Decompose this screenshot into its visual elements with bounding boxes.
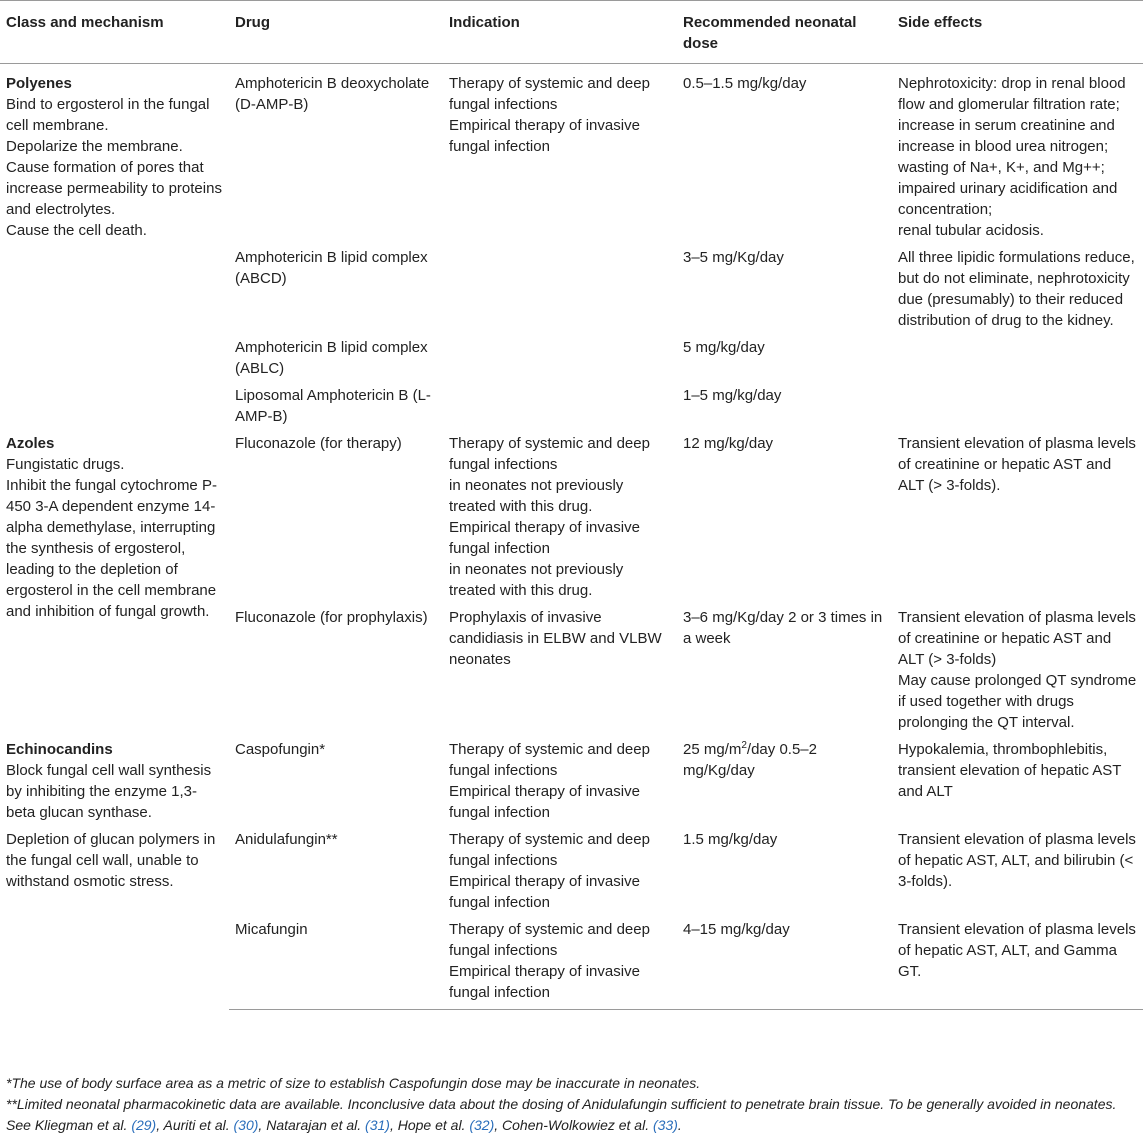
indication-cell [443,739,677,829]
class-name: Echinocandins [6,741,113,758]
mechanism-line: Depletion of glucan polymers in the fungal cell wall, unable to withstand osmotic stress. [6,831,216,890]
drug-cell: Fluconazole (for prophylaxis) [235,609,428,626]
side-effect-line: impaired urinary acidification and concentration; [898,180,1118,218]
indication-line: in neonates not previously treated with this drug. [449,561,624,599]
dose-cell: 0.5–1.5 mg/kg/day [683,75,807,92]
indication-line: Therapy of systemic and deep fungal infections [449,921,650,959]
indication-line: Empirical therapy of invasive fungal infection [449,117,640,155]
mechanism-line: Cause the cell death. [6,222,147,239]
dose-cell: 1–5 mg/kg/day [683,387,782,404]
dose-cell [677,739,892,829]
table-row [0,433,1143,607]
indication-line: Empirical therapy of invasive fungal infection [449,519,640,557]
table-row [0,739,1143,829]
class-name: Polyenes [6,75,72,92]
reference-link[interactable]: (33) [652,1117,678,1133]
class-mechanism-azoles [0,433,229,739]
side-effects-cell [892,385,1143,433]
side-effects-cell: Transient elevation of plasma levels of hepatic AST, ALT, and bilirubin (< 3-folds). [898,831,1136,890]
side-effects-cell [892,337,1143,385]
dose-text: 25 mg/m [683,741,742,758]
class-name: Azoles [6,435,55,452]
side-effect-line: Transient elevation of plasma levels of creatinine or hepatic AST and ALT (> 3-folds) [898,609,1136,668]
ref-author: Auriti et al. [163,1117,230,1133]
side-effects-cell [892,607,1143,739]
side-effect-line: renal tubular acidosis. [898,222,1044,239]
mechanism-line: Fungistatic drugs. [6,456,125,473]
side-effect-line: May cause prolonged QT syndrome if used together with drugs prolonging the QT interval. [898,672,1137,731]
indication-line: Empirical therapy of invasive fungal infection [449,963,640,1001]
indication-cell [443,337,677,385]
side-effect-line: Nephrotoxicity: drop in renal blood flow and glomerular filtration rate; [898,75,1126,113]
indication-line: Therapy of systemic and deep fungal infections [449,741,650,779]
reference-link[interactable]: (31) [365,1117,390,1133]
side-effects-cell: Hypokalemia, thrombophlebitis, transient elevation of hepatic AST and ALT [898,741,1122,800]
mechanism-line: Bind to ergosterol in the fungal cell membrane. [6,96,210,134]
side-effects-cell [892,64,1143,248]
header-class: Class and mechanism [0,1,229,64]
dose-text: /day 0.5–2 mg/Kg/day [683,741,817,779]
footnote-caspofungin: *The use of body surface area as a metric of size to establish Caspofungin dose may be inaccurate in neonates. [6,1075,701,1091]
mechanism-line: Inhibit the fungal cytochrome P-450 3-A dependent enzyme 14-alpha demethylase, interrupting the synthesis of ergosterol, leading to the depletion of ergosterol in the cell membrane and inhibition of fungal growth. [6,477,217,620]
indication-cell [443,385,677,433]
indication-line: Empirical therapy of invasive fungal infection [449,873,640,911]
drug-cell: Caspofungin* [235,741,326,758]
side-effect-line: increase in serum creatinine and increase in blood urea nitrogen; [898,117,1115,155]
drug-cell: Amphotericin B lipid complex (ABLC) [235,339,428,377]
header-row [0,1,1143,64]
dose-cell: 5 mg/kg/day [683,339,765,356]
drug-cell: Micafungin [229,919,443,1010]
footnote-references: See Kliegman et al. (29), Auriti et al. (30), Natarajan et al. (31), Hope et al. (32), Cohen-Wolkowiez et al. (33). [6,1117,682,1133]
indication-cell [443,919,677,1010]
mechanism-line: Cause formation of pores that increase permeability to proteins and electrolytes. [6,159,222,218]
table-row [0,64,1143,248]
reference-link[interactable]: (32) [469,1117,495,1133]
ref-author: Kliegman et al. [34,1117,128,1133]
dose-cell: 1.5 mg/kg/day [683,831,778,848]
ref-author: Cohen-Wolkowiez et al. [502,1117,650,1133]
dose-cell: 3–5 mg/Kg/day [683,249,784,266]
dose-cell: 12 mg/kg/day [683,435,774,452]
indication-line: Therapy of systemic and deep fungal infections [449,435,650,473]
indication-cell [443,64,677,248]
header-side-effects: Side effects [892,1,1143,64]
indication-cell [443,247,677,337]
drug-cell: Liposomal Amphotericin B (L-AMP-B) [235,387,431,425]
indication-line: Therapy of systemic and deep fungal infections [449,75,650,113]
drug-cell: Anidulafungin** [235,831,338,848]
ref-author: Natarajan et al. [266,1117,362,1133]
header-indication: Indication [443,1,677,64]
class-mechanism-polyenes [0,64,229,434]
indication-line: in neonates not previously treated with this drug. [449,477,624,515]
header-drug: Drug [229,1,443,64]
dose-cell: 3–6 mg/Kg/day 2 or 3 times in a week [683,609,883,647]
dose-superscript: 2 [741,740,747,751]
drug-cell: Amphotericin B lipid complex (ABCD) [235,249,428,287]
drug-cell: Fluconazole (for therapy) [235,435,402,452]
drug-cell: Amphotericin B deoxycholate (D-AMP-B) [235,75,430,113]
reference-link[interactable]: (30) [233,1117,259,1133]
side-effects-cell: Transient elevation of plasma levels of creatinine or hepatic AST and ALT (> 3-folds). [898,435,1136,494]
indication-line: Therapy of systemic and deep fungal infections [449,831,650,869]
side-effect-line: wasting of Na+, K+, and Mg++; [898,159,1105,176]
indication-line: Empirical therapy of invasive fungal infection [449,783,640,821]
class-mechanism-echinocandins [0,739,229,1010]
indication-cell [443,433,677,607]
mechanism-line: Depolarize the membrane. [6,138,183,155]
indication-cell: Prophylaxis of invasive candidiasis in ELBW and VLBW neonates [449,609,662,668]
mechanism-line: Block fungal cell wall synthesis by inhibiting the enzyme 1,3-beta glucan synthase. [6,762,212,821]
side-effects-cell: All three lipidic formulations reduce, but do not eliminate, nephrotoxicity due (presumably) to their reduced distribution of drug to the kidney. [898,249,1135,329]
ref-author: Hope et al. [397,1117,466,1133]
see-prefix: See [6,1117,35,1133]
reference-link[interactable]: (29) [131,1117,157,1133]
indication-cell [443,829,677,919]
footnote-anidulafungin: **Limited neonatal pharmacokinetic data are available. Inconclusive data about the dosing of Anidulafungin sufficient to penetrate brain tissue. To be generally avoided in neonates. [6,1096,1117,1112]
table-footnotes [6,1073,1136,1136]
side-effects-cell: Transient elevation of plasma levels of hepatic AST, ALT, and Gamma GT. [892,919,1143,1010]
dose-cell: 4–15 mg/kg/day [677,919,892,1010]
header-dose: Recommended neonatal dose [677,1,892,64]
